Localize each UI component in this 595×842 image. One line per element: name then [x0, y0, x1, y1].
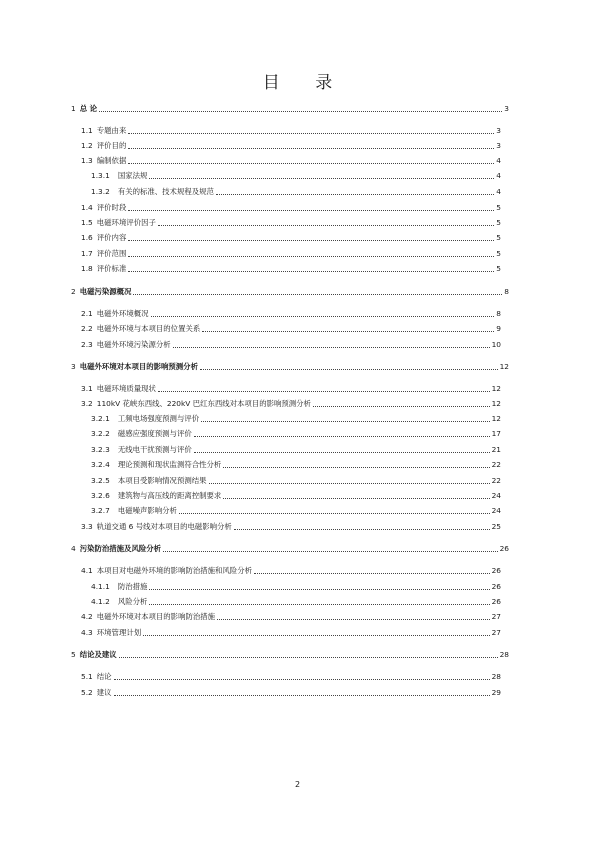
toc-entry-page: 5 — [496, 203, 501, 212]
toc-entry-page: 10 — [491, 340, 501, 349]
toc-entry-text: 评价内容 — [96, 233, 127, 242]
toc-entry-page: 3 — [496, 141, 501, 150]
toc-entry-label — [71, 286, 131, 298]
toc-entry-page: 12 — [491, 399, 501, 408]
toc-entry-label — [81, 611, 215, 623]
toc-entry[interactable] — [81, 248, 501, 260]
toc-entry-label — [81, 565, 252, 577]
toc-entry-label — [91, 186, 214, 198]
toc-entry[interactable] — [81, 671, 501, 683]
toc-entry-label — [91, 596, 147, 608]
toc-entry-text: 总 论 — [79, 104, 98, 113]
toc-entry[interactable] — [71, 361, 509, 373]
toc-entry-label — [81, 248, 126, 260]
toc-leader-dots — [128, 133, 494, 134]
toc-leader-dots — [128, 240, 494, 241]
toc-entry-page: 12 — [499, 362, 509, 371]
toc-entry-page: 28 — [491, 672, 501, 681]
toc-entry[interactable] — [81, 323, 501, 335]
toc-entry-page: 27 — [491, 612, 501, 621]
toc-entry-text: 磁感应强度预测与评价 — [117, 429, 192, 438]
toc-entry-text: 电磁外环境对本项目的影响防治措施 — [96, 612, 216, 621]
toc-entry-text: 电磁外环境污染源分析 — [96, 340, 171, 349]
toc-entry-number: 5 — [71, 650, 76, 659]
toc-entry-number: 3.2.6 — [91, 491, 110, 500]
toc-entry[interactable] — [91, 186, 501, 198]
toc-entry-label — [91, 170, 147, 182]
toc-entry[interactable] — [71, 286, 509, 298]
toc-entry-page: 26 — [491, 566, 501, 575]
toc-entry-number: 3.3 — [81, 522, 93, 531]
toc-leader-dots — [128, 163, 494, 164]
toc-entry-text: 110kV 花峡东西线、220kV 巴红东西线对本项目的影响预测分析 — [96, 399, 311, 408]
toc-leader-dots — [216, 194, 494, 195]
toc-entry-label — [91, 459, 221, 471]
toc-entry[interactable] — [81, 140, 501, 152]
toc-entry-page: 25 — [491, 522, 501, 531]
toc-entry-page: 24 — [491, 491, 501, 500]
toc-entry-text: 建筑物与高压线的距离控制要求 — [117, 491, 222, 500]
toc-entry-text: 环境管理计划 — [96, 628, 142, 637]
toc-leader-dots — [99, 111, 502, 112]
toc-entry-label — [91, 428, 192, 440]
toc-entry-label — [91, 413, 199, 425]
toc-leader-dots — [209, 483, 490, 484]
toc-entry[interactable] — [91, 596, 501, 608]
toc-entry-number: 5.1 — [81, 672, 93, 681]
toc-entry[interactable] — [91, 170, 501, 182]
toc-entry-label — [81, 671, 112, 683]
toc-entry-number: 4 — [71, 544, 76, 553]
toc-entry[interactable] — [91, 444, 501, 456]
toc-entry-number: 1.3.1 — [91, 171, 110, 180]
toc-entry-text: 电磁外环境对本项目的影响预测分析 — [79, 362, 198, 371]
toc-leader-dots — [200, 369, 498, 370]
toc-entry[interactable] — [71, 543, 509, 555]
toc-entry-text: 污染防治措施及风险分析 — [79, 544, 162, 553]
toc-entry-page: 4 — [496, 187, 501, 196]
toc-leader-dots — [128, 256, 494, 257]
toc-entry-page: 26 — [499, 544, 509, 553]
toc-entry-page: 9 — [496, 324, 501, 333]
toc-entry-text: 电磁外环境与本项目的位置关系 — [96, 324, 201, 333]
toc-entry-text: 电磁污染源概况 — [79, 287, 132, 296]
toc-entry-page: 27 — [491, 628, 501, 637]
toc-entry-number: 1.5 — [81, 218, 93, 227]
toc-entry[interactable] — [91, 413, 501, 425]
toc-entry[interactable] — [81, 155, 501, 167]
toc-leader-dots — [143, 635, 489, 636]
toc-entry-text: 无线电干扰预测与评价 — [117, 445, 192, 454]
toc-entry-page: 8 — [496, 309, 501, 318]
toc-entry-label — [91, 505, 177, 517]
toc-entry-page: 17 — [491, 429, 501, 438]
toc-entry-text: 结论 — [96, 672, 112, 681]
toc-entry-page: 4 — [496, 156, 501, 165]
toc-leader-dots — [313, 406, 490, 407]
toc-entry-number: 4.1.2 — [91, 597, 110, 606]
toc-entry[interactable] — [81, 383, 501, 395]
toc-entry-label — [81, 263, 126, 275]
toc-entry[interactable] — [81, 339, 501, 351]
toc-entry[interactable] — [91, 459, 501, 471]
toc-entry-text: 结论及建议 — [79, 650, 117, 659]
toc-leader-dots — [149, 604, 489, 605]
toc-entry-number: 3.2.1 — [91, 414, 110, 423]
toc-entry-text: 理论预测和现状监测符合性分析 — [117, 460, 222, 469]
toc-leader-dots — [234, 529, 490, 530]
toc-entry-label — [81, 627, 141, 639]
toc-entry-text: 本项目受影响情况预测结果 — [117, 476, 207, 485]
toc-entry-label — [81, 232, 126, 244]
toc-entry[interactable] — [81, 263, 501, 275]
toc-entry[interactable] — [81, 217, 501, 229]
toc-entry-number: 3.2 — [81, 399, 93, 408]
toc-entry[interactable] — [81, 611, 501, 623]
toc-leader-dots — [194, 436, 490, 437]
toc-leader-dots — [128, 210, 494, 211]
toc-entry-number: 3.1 — [81, 384, 93, 393]
toc-entry-label — [81, 687, 112, 699]
toc-entry-label — [81, 339, 171, 351]
toc-entry[interactable] — [91, 428, 501, 440]
toc-leader-dots — [158, 225, 494, 226]
toc-entry-number: 3.2.7 — [91, 506, 110, 515]
toc-entry-number: 1.3.2 — [91, 187, 110, 196]
toc-entry[interactable] — [91, 490, 501, 502]
toc-entry-label — [71, 649, 117, 661]
toc-leader-dots — [201, 421, 489, 422]
toc-entry-page: 5 — [496, 264, 501, 273]
toc-leader-dots — [223, 467, 489, 468]
toc-entry[interactable] — [81, 308, 501, 320]
toc-entry-label — [91, 444, 192, 456]
toc-entry[interactable] — [81, 687, 501, 699]
toc-entry-number: 3 — [71, 362, 76, 371]
toc-entry-page: 4 — [496, 171, 501, 180]
toc-leader-dots — [149, 589, 489, 590]
toc-entry-page: 24 — [491, 506, 501, 515]
toc-entry-page: 8 — [504, 287, 509, 296]
toc-entry-label — [81, 217, 156, 229]
toc-leader-dots — [254, 573, 490, 574]
toc-entry-number: 4.3 — [81, 628, 93, 637]
toc-leader-dots — [179, 513, 490, 514]
toc-entry[interactable] — [71, 103, 509, 115]
toc-entry-page: 5 — [496, 249, 501, 258]
toc-entry[interactable] — [81, 232, 501, 244]
toc-entry[interactable] — [81, 398, 501, 410]
toc-entry-number: 4.1.1 — [91, 582, 110, 591]
toc-entry-number: 3.2.3 — [91, 445, 110, 454]
toc-leader-dots — [223, 498, 489, 499]
toc-entry-text: 评价标准 — [96, 264, 127, 273]
toc-entry-page: 22 — [491, 460, 501, 469]
toc-leader-dots — [149, 178, 494, 179]
toc-entry-label — [81, 521, 232, 533]
toc-entry-label — [81, 140, 126, 152]
toc-entry[interactable] — [81, 565, 501, 577]
toc-entry-page: 22 — [491, 476, 501, 485]
toc-entry-page: 12 — [491, 384, 501, 393]
toc-entry-text: 国家法规 — [117, 171, 148, 180]
toc-entry-number: 1.6 — [81, 233, 93, 242]
toc-entry-text: 电磁外环境概况 — [96, 309, 149, 318]
page-number: 2 — [294, 780, 301, 789]
toc-entry-page: 28 — [499, 650, 509, 659]
toc-entry[interactable] — [81, 521, 501, 533]
toc-leader-dots — [173, 347, 490, 348]
toc-entry-text: 风险分析 — [117, 597, 148, 606]
toc-entry-page: 5 — [496, 233, 501, 242]
toc-entry-page: 5 — [496, 218, 501, 227]
toc-entry-text: 编制依据 — [96, 156, 127, 165]
toc-entry-label — [91, 581, 147, 593]
toc-entry-number: 3.2.4 — [91, 460, 110, 469]
toc-entry-number: 2.3 — [81, 340, 93, 349]
toc-entry-number: 4.2 — [81, 612, 93, 621]
toc-leader-dots — [114, 679, 490, 680]
toc-entry-label — [71, 543, 161, 555]
toc-entry-label — [71, 361, 198, 373]
toc-entry-page: 26 — [491, 582, 501, 591]
toc-entry-label — [81, 202, 126, 214]
toc-entry-number: 1.8 — [81, 264, 93, 273]
toc-entry-page: 29 — [491, 688, 501, 697]
toc-entry-text: 有关的标准、技术规程及规范 — [117, 187, 214, 196]
toc-entry[interactable] — [81, 125, 501, 137]
toc-entry-text: 电磁环境评价因子 — [96, 218, 156, 227]
toc-entry-page: 3 — [496, 126, 501, 135]
toc-leader-dots — [128, 271, 494, 272]
toc-leader-dots — [202, 331, 494, 332]
toc-entry-text: 工频电场强度预测与评价 — [117, 414, 200, 423]
toc-entry-number: 2.2 — [81, 324, 93, 333]
toc-entry-label — [81, 308, 149, 320]
toc-entry-text: 轨道交通 6 号线对本项目的电磁影响分析 — [96, 522, 232, 531]
toc-entry-number: 3.2.2 — [91, 429, 110, 438]
toc-leader-dots — [151, 316, 495, 317]
toc-entry-number: 4.1 — [81, 566, 93, 575]
toc-entry-label — [81, 155, 126, 167]
toc-entry[interactable] — [91, 475, 501, 487]
toc-entry-label — [91, 475, 207, 487]
toc-entry-label — [71, 103, 97, 115]
toc-entry-page: 3 — [504, 104, 509, 113]
toc-entry-label — [81, 383, 156, 395]
toc-entry-number: 1.7 — [81, 249, 93, 258]
toc-entry-text: 专题由来 — [96, 126, 127, 135]
toc-entry-text: 防治措施 — [117, 582, 148, 591]
toc-leader-dots — [114, 695, 490, 696]
toc-entry-number: 1.4 — [81, 203, 93, 212]
toc-entry-label — [81, 398, 311, 410]
toc-entry-page: 12 — [491, 414, 501, 423]
toc-entry[interactable] — [81, 202, 501, 214]
toc-entry-number: 5.2 — [81, 688, 93, 697]
toc-entry-text: 评价时段 — [96, 203, 127, 212]
toc-entry[interactable] — [91, 505, 501, 517]
toc-leader-dots — [217, 619, 490, 620]
toc-entry-label — [81, 125, 126, 137]
toc-entry[interactable] — [91, 581, 501, 593]
toc-entry-number: 3.2.5 — [91, 476, 110, 485]
toc-leader-dots — [158, 391, 490, 392]
toc-entry-number: 1 — [71, 104, 76, 113]
toc-entry-text: 电磁环境质量现状 — [96, 384, 156, 393]
toc-entry-label — [81, 323, 200, 335]
toc-title: 目 录 — [262, 73, 348, 93]
toc-entry-number: 1.2 — [81, 141, 93, 150]
toc-leader-dots — [163, 551, 498, 552]
toc-leader-dots — [128, 148, 494, 149]
toc-entry[interactable] — [81, 627, 501, 639]
toc-entry-text: 评价范围 — [96, 249, 127, 258]
toc-entry-number: 2.1 — [81, 309, 93, 318]
toc-entry-number: 2 — [71, 287, 76, 296]
toc-entry[interactable] — [71, 649, 509, 661]
toc-entry-label — [91, 490, 221, 502]
toc-entry-number: 1.1 — [81, 126, 93, 135]
toc-entry-page: 21 — [491, 445, 501, 454]
toc-entry-number: 1.3 — [81, 156, 93, 165]
toc-entry-page: 26 — [491, 597, 501, 606]
toc-entry-text: 建议 — [96, 688, 112, 697]
toc-leader-dots — [119, 657, 498, 658]
toc-entry-text: 电磁噪声影响分析 — [117, 506, 177, 515]
toc-entry-text: 本项目对电磁外环境的影响防治措施和风险分析 — [96, 566, 252, 575]
toc-leader-dots — [133, 294, 502, 295]
toc-leader-dots — [194, 452, 490, 453]
toc-entry-text: 评价目的 — [96, 141, 127, 150]
